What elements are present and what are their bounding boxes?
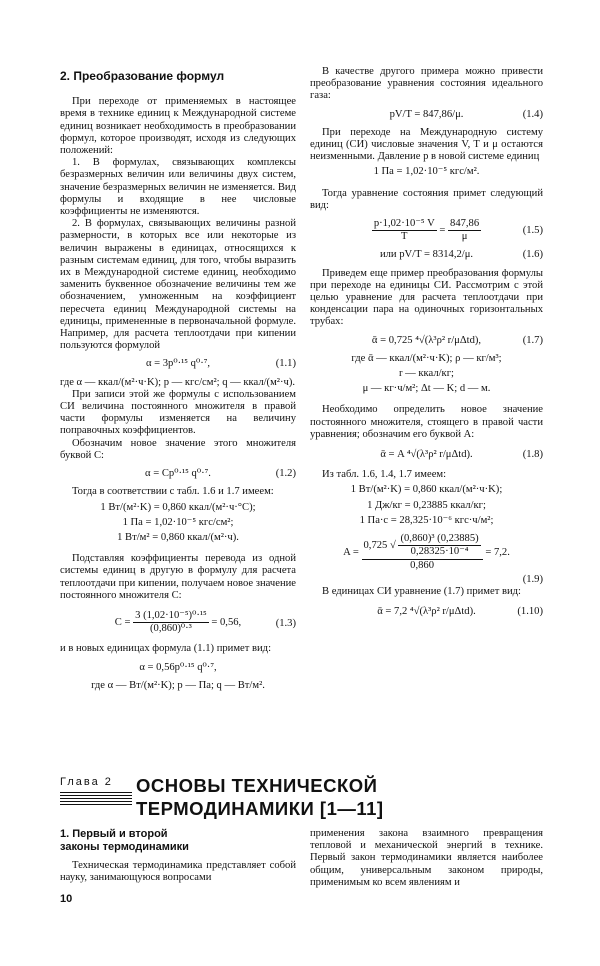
paragraph: Обозначим новое значение этого множителя буквой C: — [60, 437, 296, 461]
paragraph: При записи этой же формулы с использованием СИ величина постоянного множителя в правой части формулы изменяется на величину поправочных коэффициентов. — [60, 388, 296, 437]
conversion-line: 1 Вт/(м²·K) = 0,860 ккал/(м²·ч·°C); — [100, 501, 256, 513]
paragraph: Приведем еще пример преобразования формулы при переходе на единицы СИ. Рассмотрим с этой целью уравнение для расчета теплоотдачи при конденсации пара на одиночных горизонтальных трубах: — [310, 267, 543, 328]
section-heading: 1. Первый и второй законы термодинамики — [60, 828, 189, 853]
equation-legend: где ᾱ — ккал/(м²·ч·K); ρ — кг/м³; — [351, 352, 502, 364]
conversion-line: 1 Па = 1,02·10⁻⁵ кгс/см²; — [122, 516, 234, 528]
equation-number: (1.8) — [522, 449, 543, 461]
equation-number: (1.9) — [522, 573, 543, 585]
fraction: $\frac{847,86}{\mu}$ — [450, 218, 480, 243]
fraction: $\frac{\text{p·1,02·10⁻⁵ V}}{T}$ — [373, 218, 435, 243]
equation-legend: где α — ккал/(м²·ч·K); p — кгс/см²; q — ккал/(м²·ч). — [60, 376, 296, 388]
paragraph: В единицах СИ уравнение (1.7) примет вид: — [322, 585, 521, 597]
chapter-rule — [60, 792, 132, 806]
equation-number: (1.5) — [522, 225, 543, 237]
equation-1-8: ᾱ = A ⁴√(λ³ρ² r/μΔtd). (1.8) — [380, 449, 543, 461]
conversion-line: 1 Вт/м² = 0,860 ккал/(м²·ч). — [117, 531, 239, 543]
equation-number: (1.2) — [275, 468, 296, 480]
chapter-label: Глава 2 — [60, 776, 113, 788]
paragraph: 2. В формулах, связывающих величины разной размерности, в которых все или некоторые из величин выражены в единицах, относящихся к разным системам единиц, для того, чтобы выразить их в Международной системе единиц, необходимо заменить буквенное обозначение величины тем же обозначением, умноженным на коэффициент пересчета единиц Международной системы на единицы, примененные в первоначальной формуле. Например, для расчета теплоотдачи при кипении пользуются формулой — [60, 218, 296, 352]
page-number: 10 — [60, 893, 73, 905]
conversion-line: 1 Па = 1,02·10⁻⁵ кгс/м². — [373, 166, 480, 178]
paragraph: Техническая термодинамика представляет собой науку, занимающуюся вопросами — [60, 860, 296, 884]
equation-number: (1.4) — [522, 108, 543, 120]
equation-legend: где α — Вт/(м²·K); p — Па; q — Вт/м². — [91, 679, 265, 691]
conversion-line: 1 Дж/кг = 0,23885 ккал/кг; — [367, 499, 486, 511]
chapter-title: ОСНОВЫ ТЕХНИЧЕСКОЙ ТЕРМОДИНАМИКИ [1—11] — [136, 775, 384, 819]
paragraph: и в новых единицах формула (1.1) примет вид: — [60, 643, 272, 655]
section-left — [60, 828, 296, 884]
equation-number: (1.6) — [522, 249, 543, 261]
fraction: 0,725 √ $\frac{\text{(0,860)³ (0,23885)}}{\text{0,28325·10⁻⁴}}$ 0,860 — [362, 533, 483, 572]
paragraph: В качестве другого примера можно привести преобразование уравнения состояния идеального газа: — [310, 66, 543, 102]
left-column — [60, 66, 296, 695]
paragraph: применения закона взаимного превращения тепловой и механической энергий в технике. Первый закон термодинамики является наиболее общим, универсальным законом природы, применимым ко всем явлениям и — [310, 828, 543, 888]
equation-legend: μ — кг·ч/м²; Δt — K; d — м. — [362, 383, 491, 395]
equation-1-7: ᾱ = 0,725 ⁴√(λ³ρ² r/μΔtd), (1.7) — [371, 334, 543, 346]
equation-legend: r — ккал/кг; — [398, 368, 454, 380]
equation-1-3: C = $\frac{\text{3 (1,02·10⁻⁵)⁰·¹⁵}}{\text{(0,860)⁰·³}}$ = 0,56, (1.3) — [114, 609, 296, 635]
paragraph: При переходе от применяемых в настоящее время в технике единиц к Международной системе единиц возникает необходимость в преобразовании формул, которое производят, исходя из следующих положений: — [60, 96, 296, 157]
equation-1-6: или pV/T = 8314,2/μ. (1.6) — [379, 249, 543, 261]
paragraph: 1. В формулах, связывающих комплексы безразмерных величин или величины двух систем, значение безразмерных величин не изменяется. Вид формулы и входящие в нее числовые коэффициенты не изменяются. — [60, 157, 296, 218]
paragraph: Тогда уравнение состояния примет следующий вид: — [310, 187, 543, 211]
equation-number: (1.10) — [517, 606, 543, 618]
equation-1-1: α = 3p⁰·¹⁵ q⁰·⁷, (1.1) — [145, 358, 296, 370]
equation-1-2: α = Cp⁰·¹⁵ q⁰·⁷. (1.2) — [145, 468, 296, 480]
fraction: $\frac{\text{(0,860)³ (0,23885)}}{\text{0,28325·10⁻⁴}}$ — [400, 533, 479, 558]
equation-1-9: A = 0,725 √ $\frac{\text{(0,860)³ (0,23885)}}{\text{0,28325·10⁻⁴}}$ 0,860 = 7,2. — [343, 533, 510, 571]
section-heading: 2. Преобразование формул — [60, 69, 225, 83]
equation-1-1-si: α = 0,56p⁰·¹⁵ q⁰·⁷, — [139, 661, 217, 673]
paragraph: Тогда в соответствии с табл. 1.6 и 1.7 имеем: — [72, 486, 274, 498]
paragraph: Подставляя коэффициенты перевода из одной системы единиц в другую в формулу для расчета теплоотдачи при кипении, получаем новое значение постоянного множителя C: — [60, 553, 296, 601]
equation-number: (1.3) — [275, 617, 296, 629]
paragraph: При переходе на Международную систему единиц (СИ) числовые значения V, T и μ остаются неизменными. Давление p в новой системе единиц — [310, 126, 543, 163]
conversion-line: 1 Па·с = 28,325·10⁻⁶ кгс·ч/м²; — [359, 514, 494, 526]
paragraph: Из табл. 1.6, 1.4, 1.7 имеем: — [322, 469, 447, 481]
fraction: $\frac{\text{3 (1,02·10⁻⁵)⁰·¹⁵}}{\text{(0,860)⁰·³}}$ — [135, 609, 207, 635]
equation-number: (1.7) — [522, 334, 543, 346]
chapter-heading — [60, 774, 543, 826]
conversion-line: 1 Вт/(м²·K) = 0,860 ккал/(м²·ч·K); — [350, 484, 503, 496]
equation-1-4: pV/T = 847,86/μ. (1.4) — [389, 108, 543, 120]
equation-number: (1.1) — [275, 358, 296, 370]
right-column — [310, 66, 543, 626]
equation-1-10: ᾱ = 7,2 ⁴√(λ³ρ² r/μΔtd). (1.10) — [377, 606, 543, 618]
equation-1-5: $\frac{\text{p·1,02·10⁻⁵ V}}{T}$ = $\frac{847,86}{\mu}$ (1.5) — [373, 218, 543, 243]
section-right — [310, 828, 543, 889]
paragraph: Необходимо определить новое значение постоянного множителя, стоящего в правой части уравнения; обозначим его буквой A: — [310, 404, 543, 440]
